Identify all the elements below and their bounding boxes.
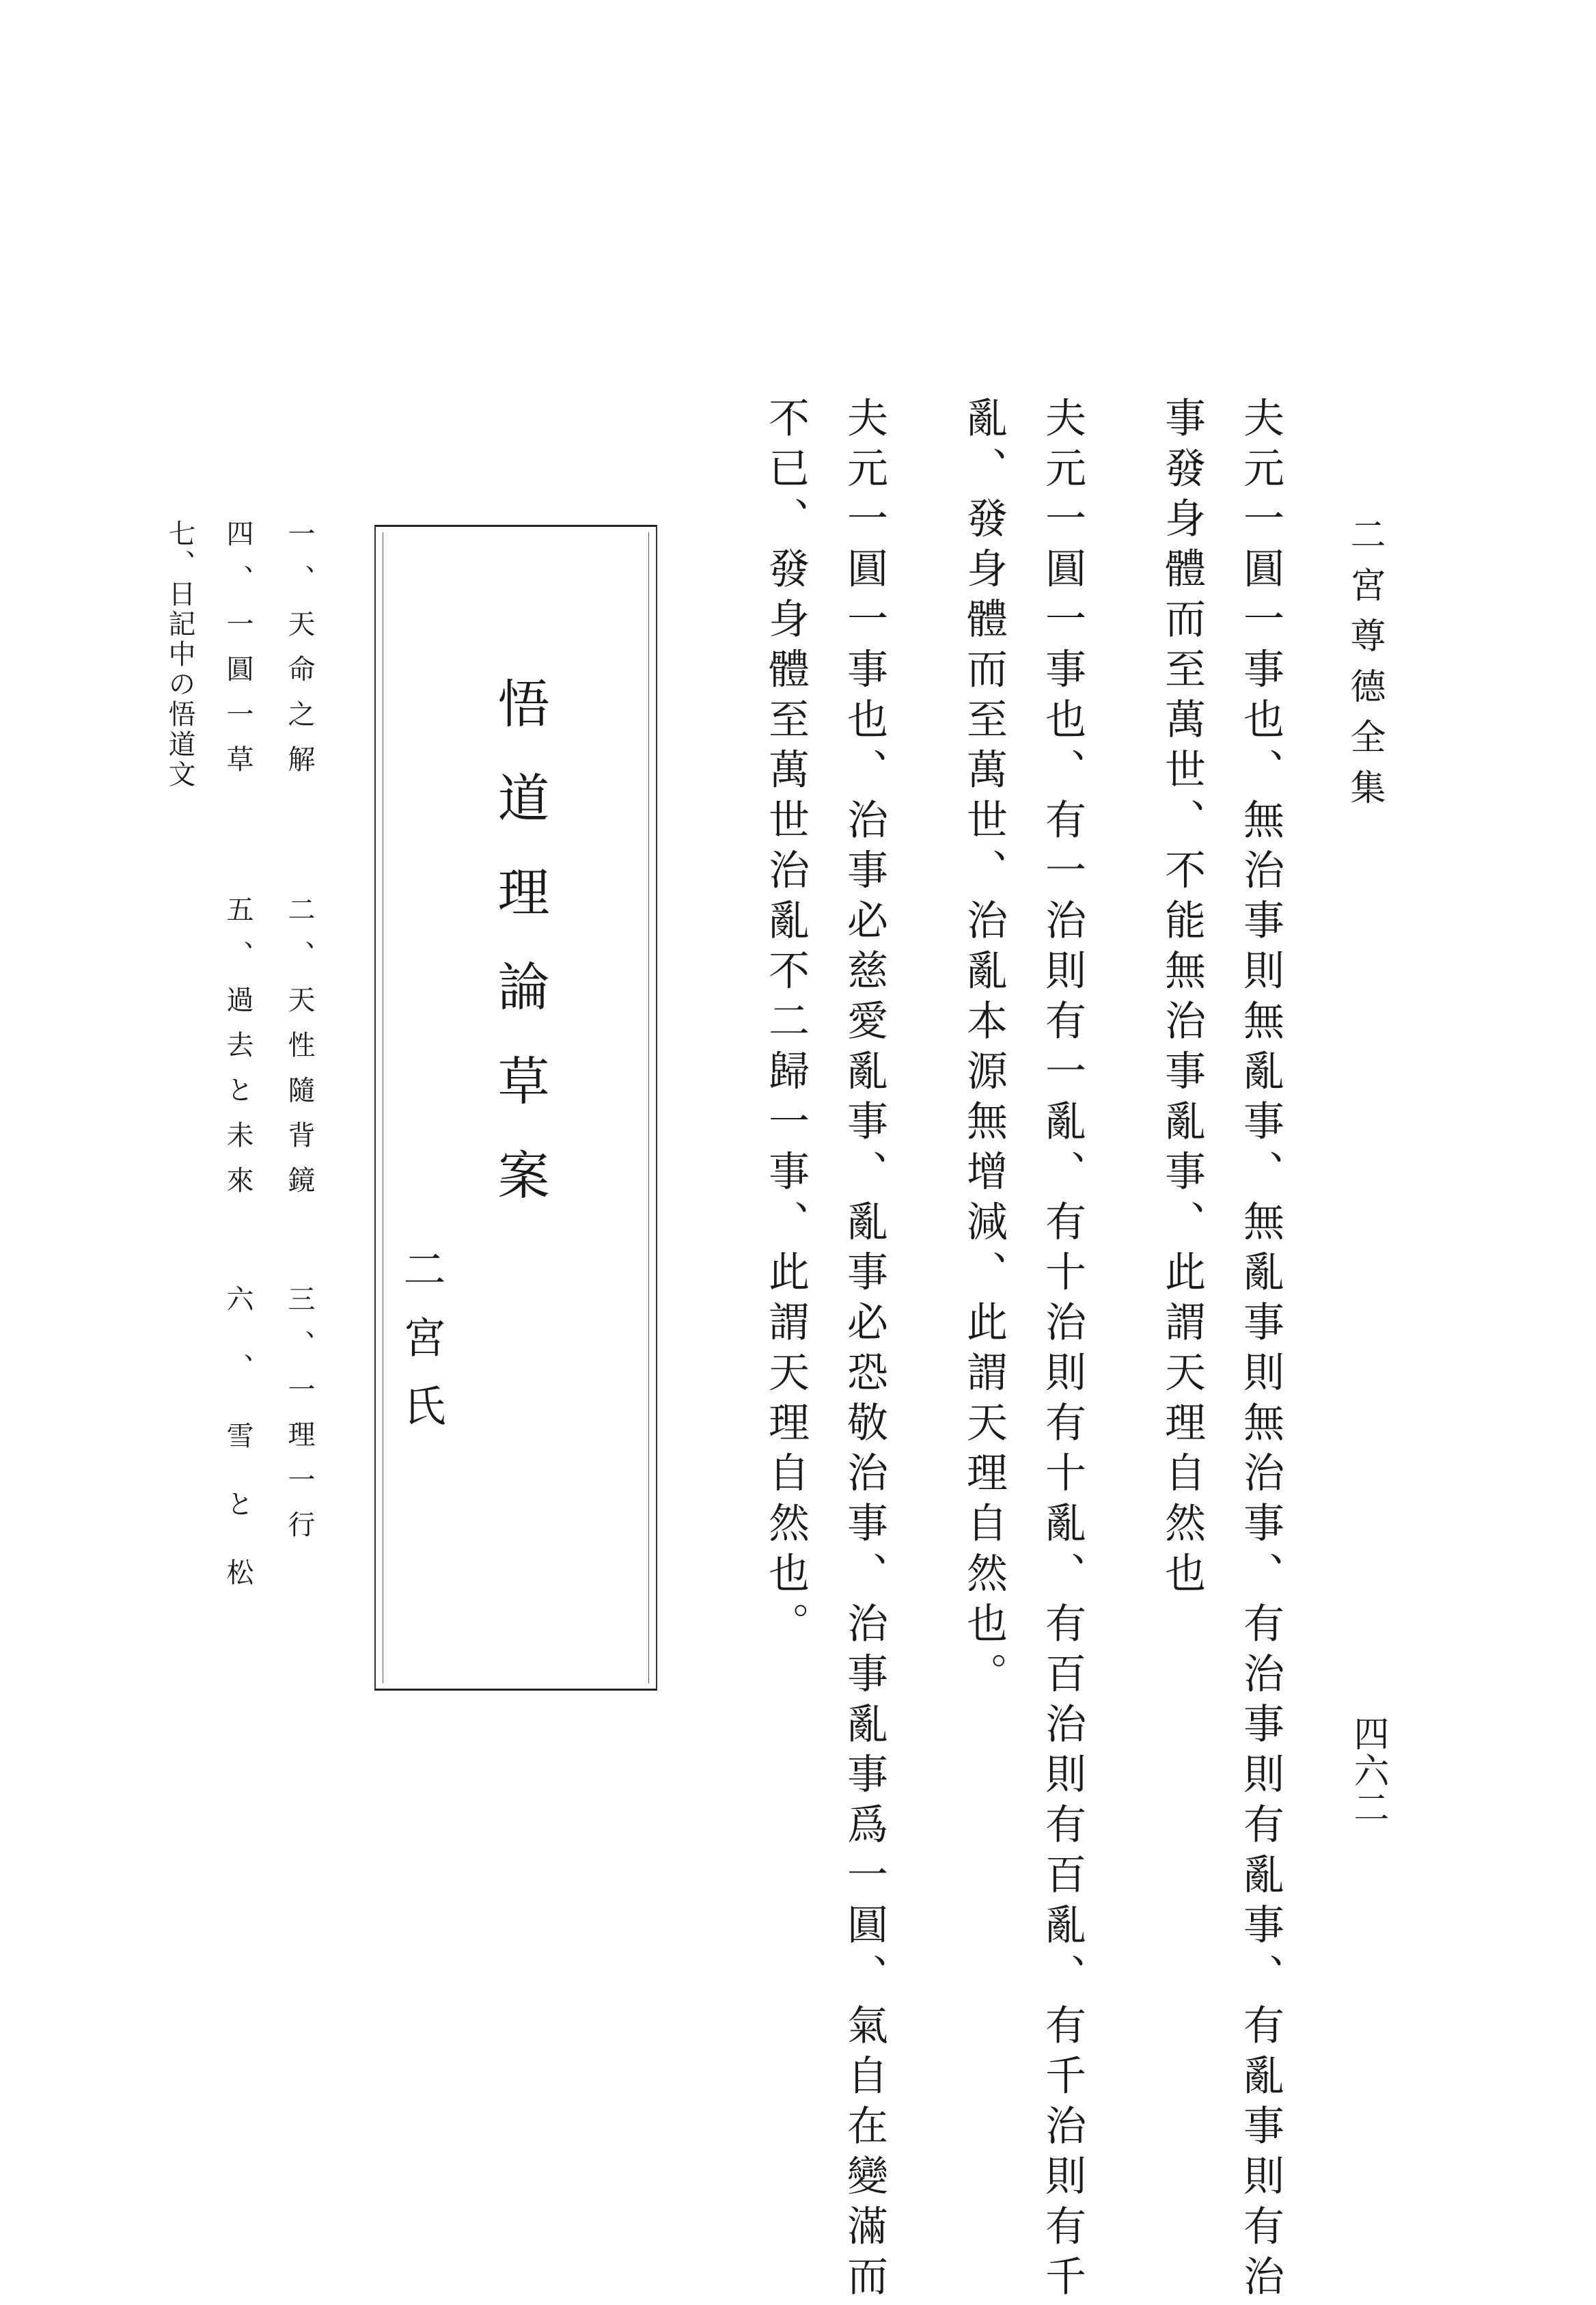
body-line-3: 夫元一圓一事也、有一治則有一亂、有十治則有十亂、有百治則有百亂、有千治則有千 [1038,396,1086,2305]
work-title: 悟道理論草案 [489,677,550,1242]
page-number: 四六二 [1347,1715,1388,1826]
toc-item-6: 六、雪と松 [222,1285,253,1626]
body-line-5: 夫元一圓一事也、治事必慈愛亂事、亂事必恐敬治事、治事亂事爲一圓、氣自在變滿而 [840,396,888,2305]
toc-item-5: 五、過去と未來 [222,895,253,1211]
body-line-1: 夫元一圓一事也、無治事則無亂事、無亂事則無治事、有治事則有亂事、有亂事則有治 [1237,396,1284,2305]
author-name: 二宮氏 [396,1247,446,1452]
toc-item-7: 七、日記中の悟道文 [164,519,195,790]
toc-item-2: 二、天性隨背鏡 [284,895,315,1211]
toc-item-3: 三、一理一行 [284,1285,315,1555]
toc-item-4: 四、一圓一草 [222,519,253,790]
toc-item-1: 一、天命之解 [284,519,315,790]
running-title: 二宮尊德全集 [1344,516,1385,819]
body-line-2: 事發身體而至萬世、不能無治事亂事、此謂天理自然也 [1158,396,1206,1602]
body-line-6: 不已、發身體至萬世治亂不二歸一事、此謂天理自然也。 [762,396,810,1652]
body-line-4: 亂、發身體而至萬世、治亂本源無增減、此謂天理自然也。 [960,396,1008,1702]
